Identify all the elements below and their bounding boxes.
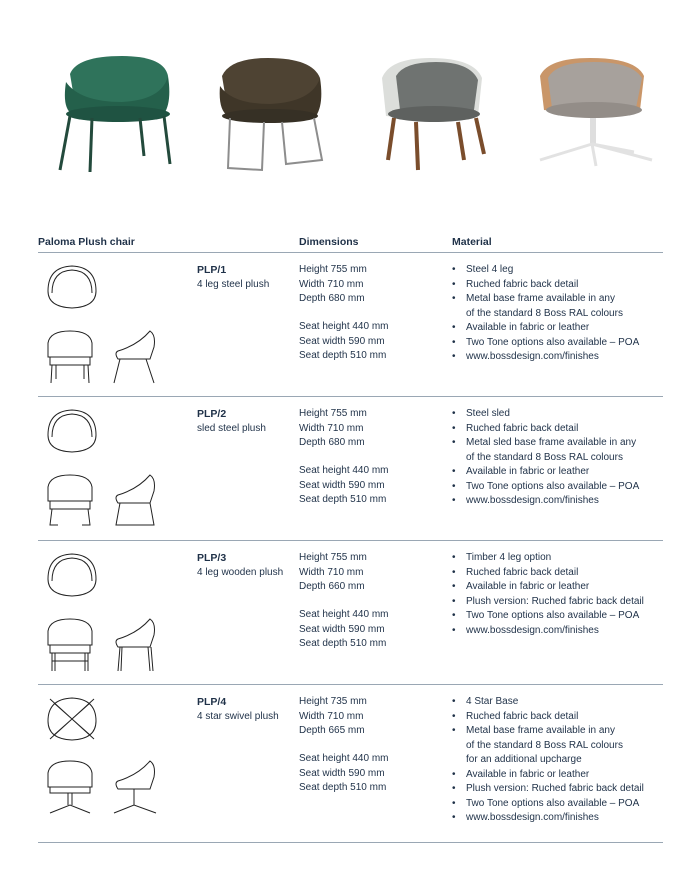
product-subtitle: sled steel plush [197, 422, 266, 434]
product-code: PLP/1 [197, 264, 227, 276]
dimension-item: Height 755 mm [299, 408, 367, 419]
material-item: • Two Tone options also available – POA [452, 797, 644, 812]
material-heading: Material [452, 236, 492, 248]
chair-drawing-top-view [44, 695, 100, 743]
chair-drawing-side-view [110, 617, 158, 673]
material-item-continued: of the standard 8 Boss RAL colours [466, 451, 623, 463]
chair-photo-grey [374, 56, 494, 176]
dimension-item: Width 710 mm [299, 278, 364, 290]
finishes-link[interactable]: • www.bossdesign.com/finishes [452, 811, 644, 826]
chair-drawing-front-view [44, 329, 96, 385]
header-divider [38, 252, 663, 253]
material-item: • Ruched fabric back detail [452, 710, 644, 725]
dimension-item: Seat height 440 mm [299, 609, 389, 620]
material-item: • Available in fabric or leather [452, 321, 639, 336]
dimension-item: Depth 665 mm [299, 725, 365, 736]
dimension-item: Height 755 mm [299, 264, 367, 275]
row-divider [38, 540, 663, 541]
finishes-link[interactable]: • www.bossdesign.com/finishes [452, 624, 644, 639]
material-item: • Available in fabric or leather [452, 768, 644, 783]
finishes-link[interactable]: • www.bossdesign.com/finishes [452, 494, 639, 509]
dimension-item: Height 755 mm [299, 552, 367, 563]
row-divider [38, 684, 663, 685]
dimension-item: Depth 680 mm [299, 293, 365, 304]
dimension-item: Width 710 mm [299, 422, 364, 434]
material-item: • Metal sled base frame available in any [452, 436, 639, 451]
chair-drawing-back-view [44, 263, 100, 311]
chair-drawing-side-view [110, 473, 158, 529]
product-code: PLP/3 [197, 552, 227, 564]
dimension-item: Seat width 590 mm [299, 335, 385, 347]
chair-drawing-front-view [44, 473, 96, 529]
dimension-item: Seat height 440 mm [299, 321, 389, 332]
dimensions-list [299, 263, 389, 364]
material-item-continued: of the standard 8 Boss RAL colours [466, 307, 623, 319]
material-item-continued: for an additional upcharge [466, 754, 582, 765]
dimension-item: Width 710 mm [299, 710, 364, 722]
product-code: PLP/4 [197, 696, 227, 708]
material-item: • Plush version: Ruched fabric back detail [452, 595, 644, 610]
bottom-divider [38, 842, 663, 843]
product-subtitle: 4 leg wooden plush [197, 566, 284, 578]
chair-drawing-side-view [110, 329, 158, 385]
product-subtitle: 4 star swivel plush [197, 710, 279, 722]
chair-photo-brown [212, 56, 332, 176]
material-item: • Plush version: Ruched fabric back detail [452, 782, 644, 797]
dimension-item: Height 735 mm [299, 696, 367, 707]
material-item: • 4 Star Base [452, 695, 644, 710]
material-item: • Two Tone options also available – POA [452, 336, 639, 351]
material-list [452, 263, 639, 365]
material-item: • Steel sled [452, 407, 639, 422]
product-heading: Paloma Plush chair [38, 236, 135, 248]
chair-photo-beige [534, 56, 660, 168]
material-list [452, 551, 644, 638]
material-item: • Metal base frame available in any [452, 292, 639, 307]
dimension-item: Width 710 mm [299, 566, 364, 578]
material-item: • Timber 4 leg option [452, 551, 644, 566]
dimensions-list [299, 551, 389, 652]
material-item-continued: of the standard 8 Boss RAL colours [466, 739, 623, 751]
dimension-item: Seat width 590 mm [299, 623, 385, 635]
dimension-item: Seat width 590 mm [299, 479, 385, 491]
chair-drawing-front-view [44, 617, 96, 673]
material-item: • Available in fabric or leather [452, 465, 639, 480]
material-item: • Two Tone options also available – POA [452, 609, 644, 624]
hero-photo-strip [0, 0, 696, 200]
dimension-item: Seat height 440 mm [299, 753, 389, 764]
chair-drawing-back-view [44, 407, 100, 455]
dimension-item: Seat width 590 mm [299, 767, 385, 779]
dimension-item: Seat depth 510 mm [299, 782, 387, 793]
material-item: • Available in fabric or leather [452, 580, 644, 595]
dimension-item: Seat depth 510 mm [299, 494, 387, 505]
dimension-item: Depth 660 mm [299, 581, 365, 592]
finishes-link[interactable]: • www.bossdesign.com/finishes [452, 350, 639, 365]
dimensions-list [299, 695, 389, 796]
material-item: • Steel 4 leg [452, 263, 639, 278]
material-list [452, 695, 644, 826]
row-divider [38, 396, 663, 397]
material-item: • Ruched fabric back detail [452, 422, 639, 437]
material-item: • Ruched fabric back detail [452, 566, 644, 581]
chair-drawing-side-view [110, 759, 158, 815]
dimension-item: Seat height 440 mm [299, 465, 389, 476]
product-code: PLP/2 [197, 408, 227, 420]
chair-photo-green [52, 52, 192, 177]
dimension-item: Seat depth 510 mm [299, 350, 387, 361]
chair-drawing-front-view [44, 759, 96, 815]
material-list [452, 407, 639, 509]
dimension-item: Depth 680 mm [299, 437, 365, 448]
chair-drawing-back-view [44, 551, 100, 599]
material-item: • Ruched fabric back detail [452, 278, 639, 293]
material-item: • Metal base frame available in any [452, 724, 644, 739]
dimensions-list [299, 407, 389, 508]
material-item: • Two Tone options also available – POA [452, 480, 639, 495]
product-subtitle: 4 leg steel plush [197, 278, 270, 290]
dimensions-heading: Dimensions [299, 236, 359, 248]
dimension-item: Seat depth 510 mm [299, 638, 387, 649]
